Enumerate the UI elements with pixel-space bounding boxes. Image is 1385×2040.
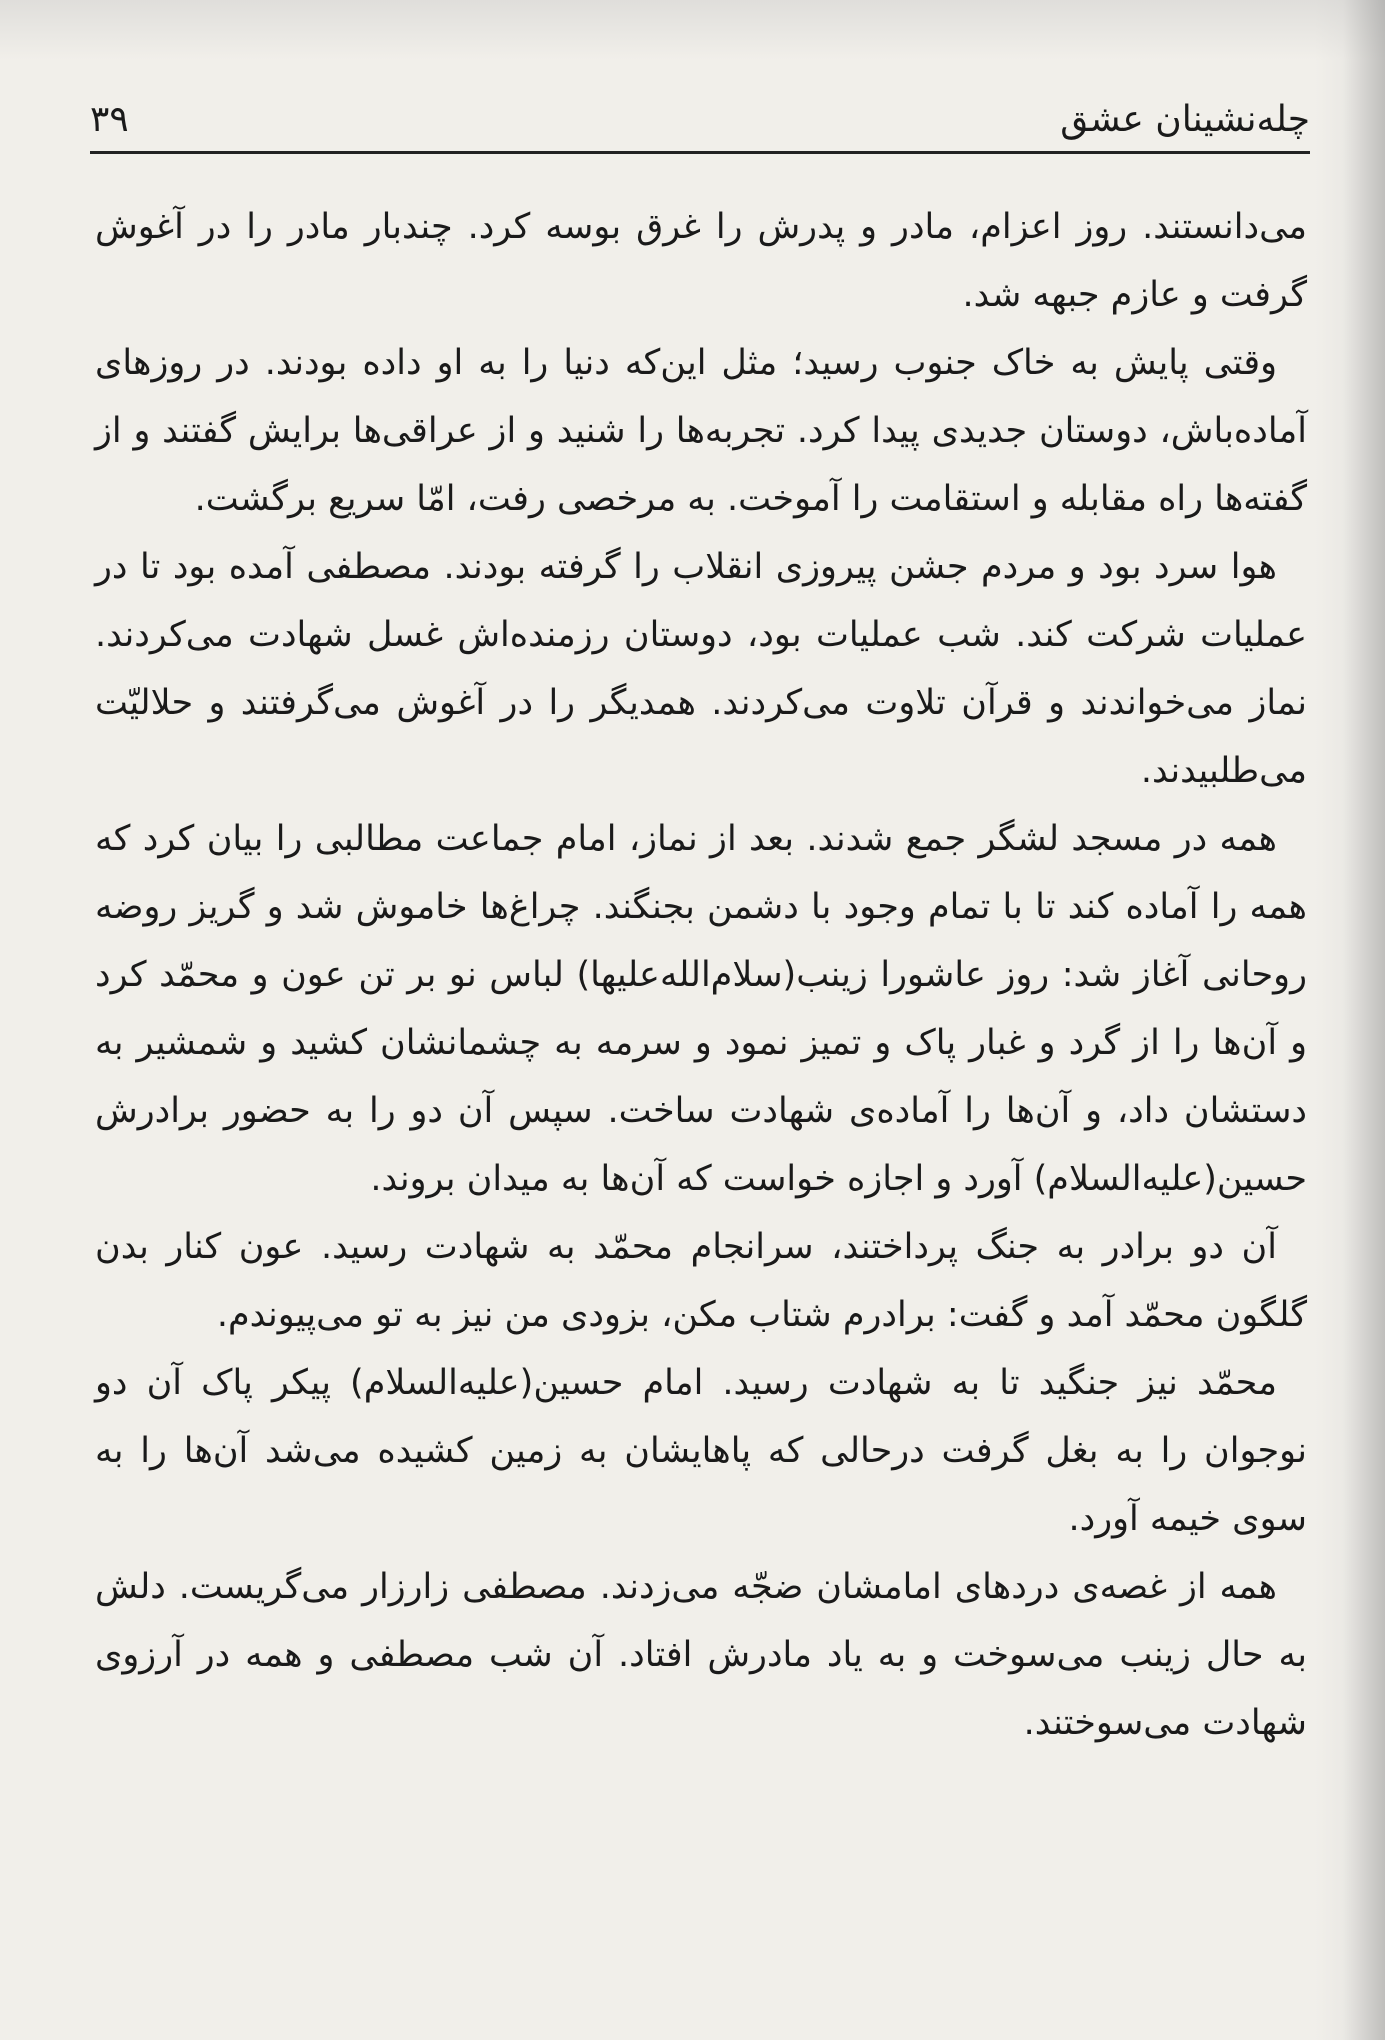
paragraph-6: محمّد نیز جنگید تا به شهادت رسید. امام حسین(علیه‌السلام) پیکر پاک آن دو نوجوان را به بغل گرفت درحالی که پاهایشان به زمین کشیده می‌شد آن‌ها را به سوی خیمه آورد.	[95, 1363, 1307, 1539]
scan-spine-shadow	[1315, 0, 1385, 2040]
paragraph-4: همه در مسجد لشگر جمع شدند. بعد از نماز، امام جماعت مطالبی را بیان کرد که همه را آماده کند تا با تمام وجود با دشمن بجنگند. چراغ‌ها خاموش شد و گریز روضه روحانی آغاز شد: روز عاشورا زینب(سلام‌الله‌علیها) لباس نو بر تن عون و محمّد کرد و آن‌ها را از گرد و غبار پاک و تمیز نمود و سرمه به چشمانشان کشید و شمشیر به دستشان داد، و آن‌ها را آماده‌ی شهادت ساخت. سپس آن دو را به حضور برادرش حسین(علیه‌السلام) آورد و اجازه خواست که آن‌ها به میدان بروند.	[95, 819, 1307, 1199]
header-rule	[90, 151, 1310, 154]
paragraph-3: هوا سرد بود و مردم جشن پیروزی انقلاب را گرفته بودند. مصطفی آمده بود تا در عملیات شرکت کند. شب عملیات بود، دوستان رزمنده‌اش غسل شهادت می‌کردند. نماز می‌خواندند و قرآن تلاوت می‌کردند. همدیگر را در آغوش می‌گرفتند و حلالیّت می‌طلبیدند.	[95, 547, 1307, 791]
scan-top-shadow	[0, 0, 1385, 60]
paragraph-1: می‌دانستند. روز اعزام، مادر و پدرش را غرق بوسه کرد. چندبار مادر را در آغوش گرفت و عازم جبهه شد.	[95, 207, 1307, 315]
paragraph-2: وقتی پایش به خاک جنوب رسید؛ مثل این‌که دنیا را به او داده بودند. در روزهای آماده‌باش، دوستان جدیدی پیدا کرد. تجربه‌ها را شنید و از عراقی‌ها برایش گفتند و از گفته‌ها راه مقابله و استقامت را آموخت. به مرخصی رفت، امّا سریع برگشت.	[95, 343, 1307, 519]
page-number: ۳۹	[90, 99, 129, 140]
body-text	[95, 193, 1307, 1757]
running-header	[90, 95, 1310, 145]
paragraph-7: همه از غصه‌ی دردهای امامشان ضجّه می‌زدند. مصطفی زارزار می‌گریست. دلش به حال زینب می‌سوخت و به یاد مادرش افتاد. آن شب مصطفی و همه در آرزوی شهادت می‌سوختند.	[95, 1567, 1307, 1743]
book-title: چله‌نشینان عشق	[1060, 99, 1310, 140]
paragraph-5: آن دو برادر به جنگ پرداختند، سرانجام محمّد به شهادت رسید. عون کنار بدن گلگون محمّد آمد و گفت: برادرم شتاب مکن، بزودی من نیز به تو می‌پیوندم.	[95, 1227, 1307, 1335]
